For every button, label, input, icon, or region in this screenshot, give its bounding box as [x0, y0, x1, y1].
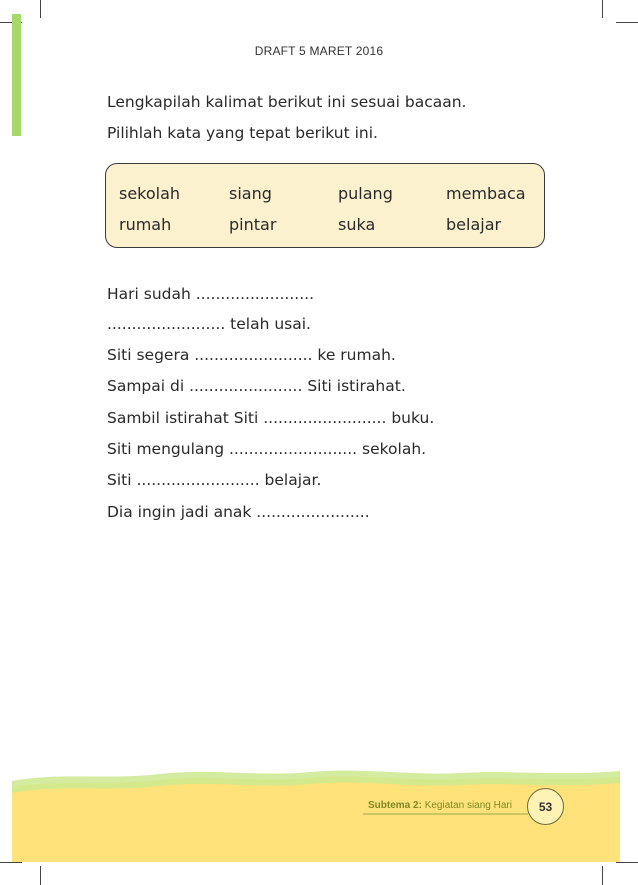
word-bank-item: pintar [229, 215, 277, 234]
subtema-title: Kegiatan siang Hari [424, 800, 512, 811]
fill-in-sentence: Siti segera ........................ ke rumah. [107, 346, 396, 364]
instruction-line: Lengkapilah kalimat berikut ini sesuai bacaan. [107, 93, 467, 111]
fill-in-sentence: Sampai di ....................... Siti istirahat. [107, 377, 406, 395]
word-bank-item: sekolah [119, 184, 181, 203]
word-bank-item: siang [229, 184, 272, 203]
instruction-line: Pilihlah kata yang tepat berikut ini. [107, 124, 378, 142]
fill-in-sentence: Siti mengulang .......................... sekolah. [107, 440, 427, 458]
page-number: 53 [527, 788, 564, 825]
word-bank-item: membaca [446, 184, 526, 203]
subtema-number: Subtema 2: [368, 800, 422, 811]
draft-header: DRAFT 5 MARET 2016 [254, 44, 384, 58]
subtema-label [368, 800, 512, 811]
fill-in-sentence: Sambil istirahat Siti ......................... buku. [107, 409, 435, 427]
fill-in-sentence: ........................ telah usai. [107, 315, 311, 333]
fill-in-sentence: Siti ......................... belajar. [107, 471, 322, 489]
fill-in-sentence: Dia ingin jadi anak ....................... [107, 503, 370, 521]
word-bank-item: rumah [119, 215, 172, 234]
word-bank-item: suka [338, 215, 376, 234]
word-bank-item: belajar [446, 215, 502, 234]
word-bank-item: pulang [338, 184, 393, 203]
fill-in-sentence: Hari sudah ........................ [107, 285, 314, 303]
